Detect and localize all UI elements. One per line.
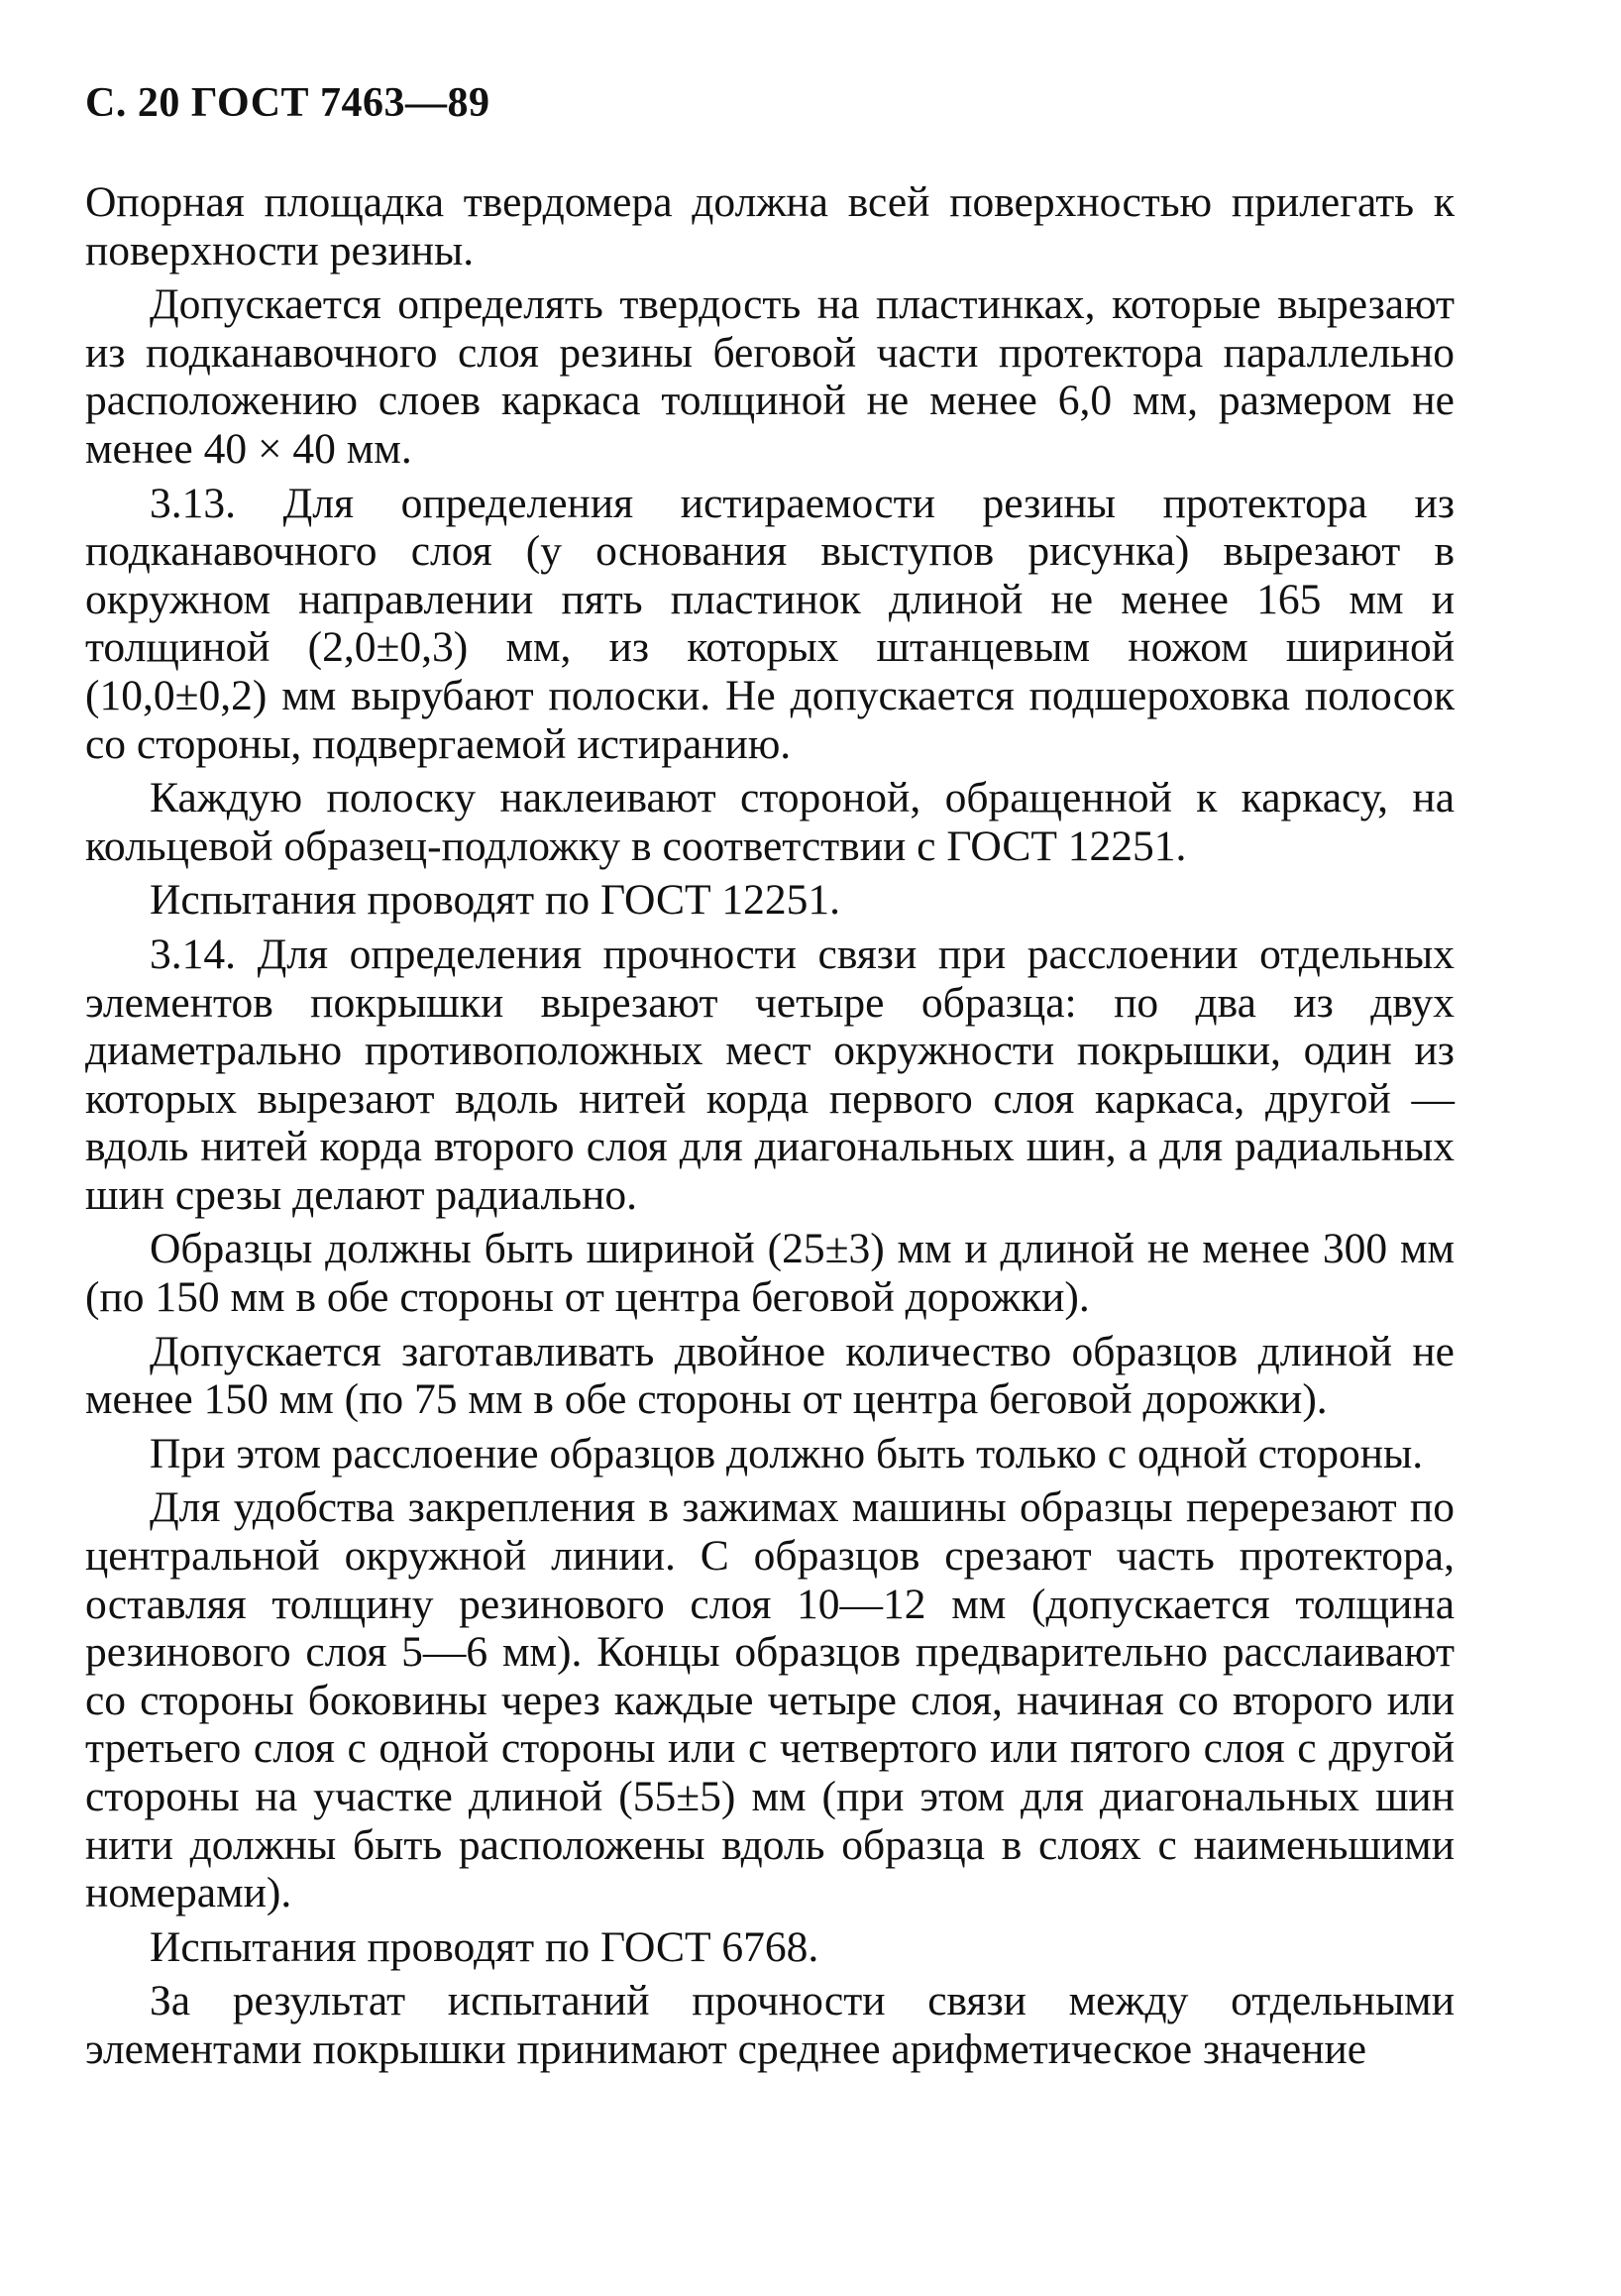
paragraph: Каждую полоску наклеивают стороной, обращенной к каркасу, на кольцевой образец-подложку в соответствии с ГОСТ 12251. [85, 774, 1455, 870]
paragraph: Образцы должны быть шириной (25±3) мм и длиной не менее 300 мм (по 150 мм в обе стороны от центра беговой дорожки). [85, 1225, 1455, 1322]
paragraph: Испытания проводят по ГОСТ 12251. [150, 876, 841, 925]
paragraph: Опорная площадка твердомера должна всей поверхностью прилегать к поверхности резины. [85, 178, 1455, 274]
page-header: С. 20 ГОСТ 7463—89 [85, 80, 490, 126]
paragraph: 3.14. Для определения прочности связи при расслоении отдельных элементов покрышки вырезают четыре образца: по два из двух диаметрально противоположных мест окружности покрышки, один из которых вырезают вдоль нитей корда первого слоя каркаса, другой — вдоль нитей корда второго слоя для диагональных шин, а для радиальных шин срезы делают радиально. [85, 929, 1455, 1219]
paragraph: Испытания проводят по ГОСТ 6768. [150, 1922, 819, 1971]
body-text [85, 178, 1455, 2074]
paragraph: Для удобства закрепления в зажимах машины образцы перерезают по центральной окружной линии. С образцов срезают часть протектора, оставляя толщину резинового слоя 10—12 мм (допускается толщина резинового слоя 5—6 мм). Концы образцов предварительно расслаивают со стороны боковины через каждые четыре слоя, начиная со второго или третьего слоя с одной стороны или с четвертого или пятого слоя с другой стороны на участке длиной (55±5) мм (при этом для диагональных шин нити должны быть расположены вдоль образца в слоях с наименьшими номерами). [85, 1483, 1455, 1917]
paragraph: За результат испытаний прочности связи между отдельными элементами покрышки принимают среднее арифметическое значение [85, 1977, 1455, 2073]
paragraph: Допускается определять твердость на пластинках, которые вырезают из подканавочного слоя резины беговой части протектора параллельно расположению слоев каркаса толщиной не менее 6,0 мм, размером не менее 40 × 40 мм. [85, 280, 1455, 473]
paragraph: Допускается заготавливать двойное количество образцов длиной не менее 150 мм (по 75 мм в обе стороны от центра беговой дорожки). [85, 1327, 1455, 1424]
paragraph: 3.13. Для определения истираемости резины протектора из подканавочного слоя (у основания выступов рисунка) вырезают в окружном направлении пять пластинок длиной не менее 165 мм и толщиной (2,0±0,3) мм, из которых штанцевым ножом шириной (10,0±0,2) мм вырубают полоски. Не допускается подшероховка полосок со стороны, подвергаемой истиранию. [85, 479, 1455, 768]
paragraph: При этом расслоение образцов должно быть только с одной стороны. [150, 1429, 1424, 1477]
